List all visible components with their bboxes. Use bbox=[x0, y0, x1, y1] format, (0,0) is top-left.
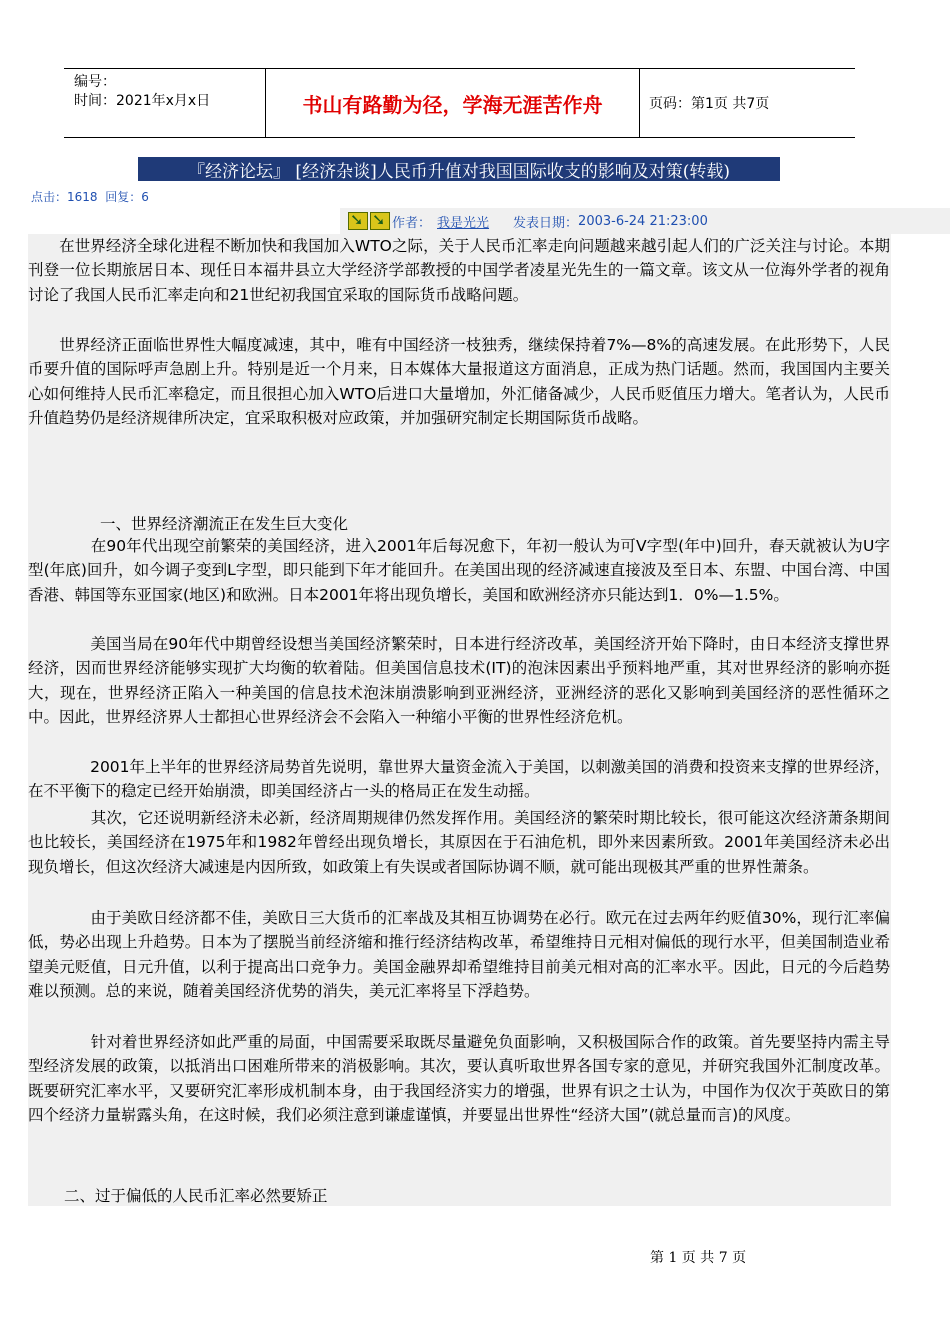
header-motto-cell bbox=[265, 69, 640, 137]
header-meta bbox=[64, 69, 264, 137]
section-heading: 二、过于偏低的人民币汇率必然要矫正 bbox=[64, 1187, 328, 1205]
paragraph: 由于美欧日经济都不佳，美欧日三大货币的汇率战及其相互协调势在必行。欧元在过去两年约贬值30%，现行汇率偏低，势必出现上升趋势。日本为了摆脱当前经济缩和推行经济结构改革，希望维持日元相对偏低的现行水平，但美国制造业希望美元贬值，日元升值，以利于提高出口竞争力。美国金融界却希望维持目前美元相对高的汇率水平。因此，日元的今后趋势难以预测。总的来说，随着美国经济优势的消失，美元汇率将呈下浮趋势。 bbox=[28, 909, 890, 1000]
author-link[interactable]: 我是光光 bbox=[437, 215, 490, 231]
date-value: 2003-6-24 21:23:00 bbox=[578, 213, 708, 229]
section-heading: 一、世界经济潮流正在发生巨大变化 bbox=[100, 515, 349, 533]
article-title-text: 『经济论坛』 [经济杂谈]人民币升值对我国国际收支的影响及对策(转载) bbox=[188, 161, 730, 181]
time-label: 时间：2021年x月x日 bbox=[74, 93, 211, 109]
paragraph: 2001年上半年的世界经济局势首先说明，靠世界大量资金流入于美国，以刺激美国的消费和投资来支撑的世界经济，在不平衡下的稳定已经开始崩溃，即美国经济占一头的格局正在发生动摇。 bbox=[28, 758, 890, 801]
article-stats bbox=[31, 188, 149, 205]
page-footer: 第 1 页 共 7 页 bbox=[650, 1250, 747, 1266]
arrow-icon bbox=[370, 212, 390, 230]
paragraph: 在90年代出现空前繁荣的美国经济，进入2001年后每况愈下，年初一般认为可V字型(年中)回升，春天就被认为U字型(年底)回升，如今调子变到L字型，即只能到下年才能回升。在美国出现的经济减速直接波及至日本、东盟、中国台湾、中国香港、韩国等东亚国家(地区)和欧洲。日本2001年将出现负增长，美国和欧洲经济亦只能达到1．0%—1.5%。 bbox=[28, 537, 890, 604]
number-label: 编号： bbox=[74, 74, 116, 90]
arrow-icon bbox=[348, 212, 368, 230]
click-count: 1618 bbox=[67, 190, 98, 204]
paragraph: 美国当局在90年代中期曾经设想当美国经济繁荣时，日本进行经济改革，美国经济开始下降时，由日本经济支撑世界经济，因而世界经济能够实现扩大均衡的软着陆。但美国信息技术(IT)的泡沫因素出乎预料地严重，其对世界经济的影响亦挺大，现在，世界经济正陷入一种美国的信息技术泡沫崩溃影响到亚洲经济，亚洲经济的恶化又影响到美国经济的恶性循环之中。因此，世界经济界人士都担心世界经济会不会陷入一种缩小平衡的世界性经济危机。 bbox=[28, 635, 890, 726]
reply-label: 回复： bbox=[105, 190, 142, 204]
click-label: 点击： bbox=[31, 190, 68, 204]
paragraph: 其次，它还说明新经济未必新，经济周期规律仍然发挥作用。美国经济的繁荣时期比较长，很可能这次经济萧条期间也比较长，美国经济在1975年和1982年曾经出现负增长，其原因在于石油危机，即外来因素所致。2001年美国经济未必出现负增长，但这次经济大减速是内因所致，如政策上有失误或者国际协调不顺，就可能出现极其严重的世界性萧条。 bbox=[28, 809, 890, 876]
article-title bbox=[138, 157, 780, 181]
author-line bbox=[340, 208, 950, 234]
paragraph: 在世界经济全球化进程不断加快和我国加入WTO之际，关于人民币汇率走向问题越来越引起人们的广泛关注与讨论。本期刊登一位长期旅居日本、现任日本福井县立大学经济学部教授的中国学者凌星光先生的一篇文章。该文从一位海外学者的视角讨论了我国人民币汇率走向和21世纪初我国宜采取的国际货币战略问题。 bbox=[28, 237, 890, 304]
author-label: 作者： bbox=[392, 215, 432, 231]
document-header bbox=[64, 68, 855, 138]
reply-count: 6 bbox=[141, 190, 149, 204]
date-label: 发表日期： bbox=[513, 215, 579, 231]
motto-text: 书山有路勤为径，学海无涯苦作舟 bbox=[302, 92, 603, 117]
header-page-cell bbox=[639, 69, 855, 137]
article-body bbox=[28, 234, 891, 1206]
page-label: 页码：第1页 共7页 bbox=[649, 96, 770, 112]
paragraph: 针对着世界经济如此严重的局面，中国需要采取既尽量避免负面影响，又积极国际合作的政策。首先要坚持内需主导型经济发展的政策，以抵消出口困难所带来的消极影响。其次，要认真听取世界各国专家的意见，并研究我国外汇制度改革。既要研究汇率水平，又要研究汇率形成机制本身，由于我国经济实力的增强，世界有识之士认为，中国作为仅次于英欧日的第四个经济力量崭露头角，在这时候，我们必须注意到谦虚谨慎，并要显出世界性“经济大国”(就总量而言)的风度。 bbox=[28, 1033, 890, 1124]
paragraph: 世界经济正面临世界性大幅度减速，其中，唯有中国经济一枝独秀，继续保持着7%—8%的高速发展。在此形势下，人民币要升值的国际呼声急剧上升。特别是近一个月来，日本媒体大量报道这方面消息，正成为热门话题。然而，我国国内主要关心如何维持人民币汇率稳定，而且很担心加入WTO后进口大量增加，外汇储备减少，人民币贬值压力增大。笔者认为，人民币升值趋势仍是经济规律所决定，宜采取积极对应政策，并加强研究制定长期国际货币战略。 bbox=[28, 336, 890, 427]
